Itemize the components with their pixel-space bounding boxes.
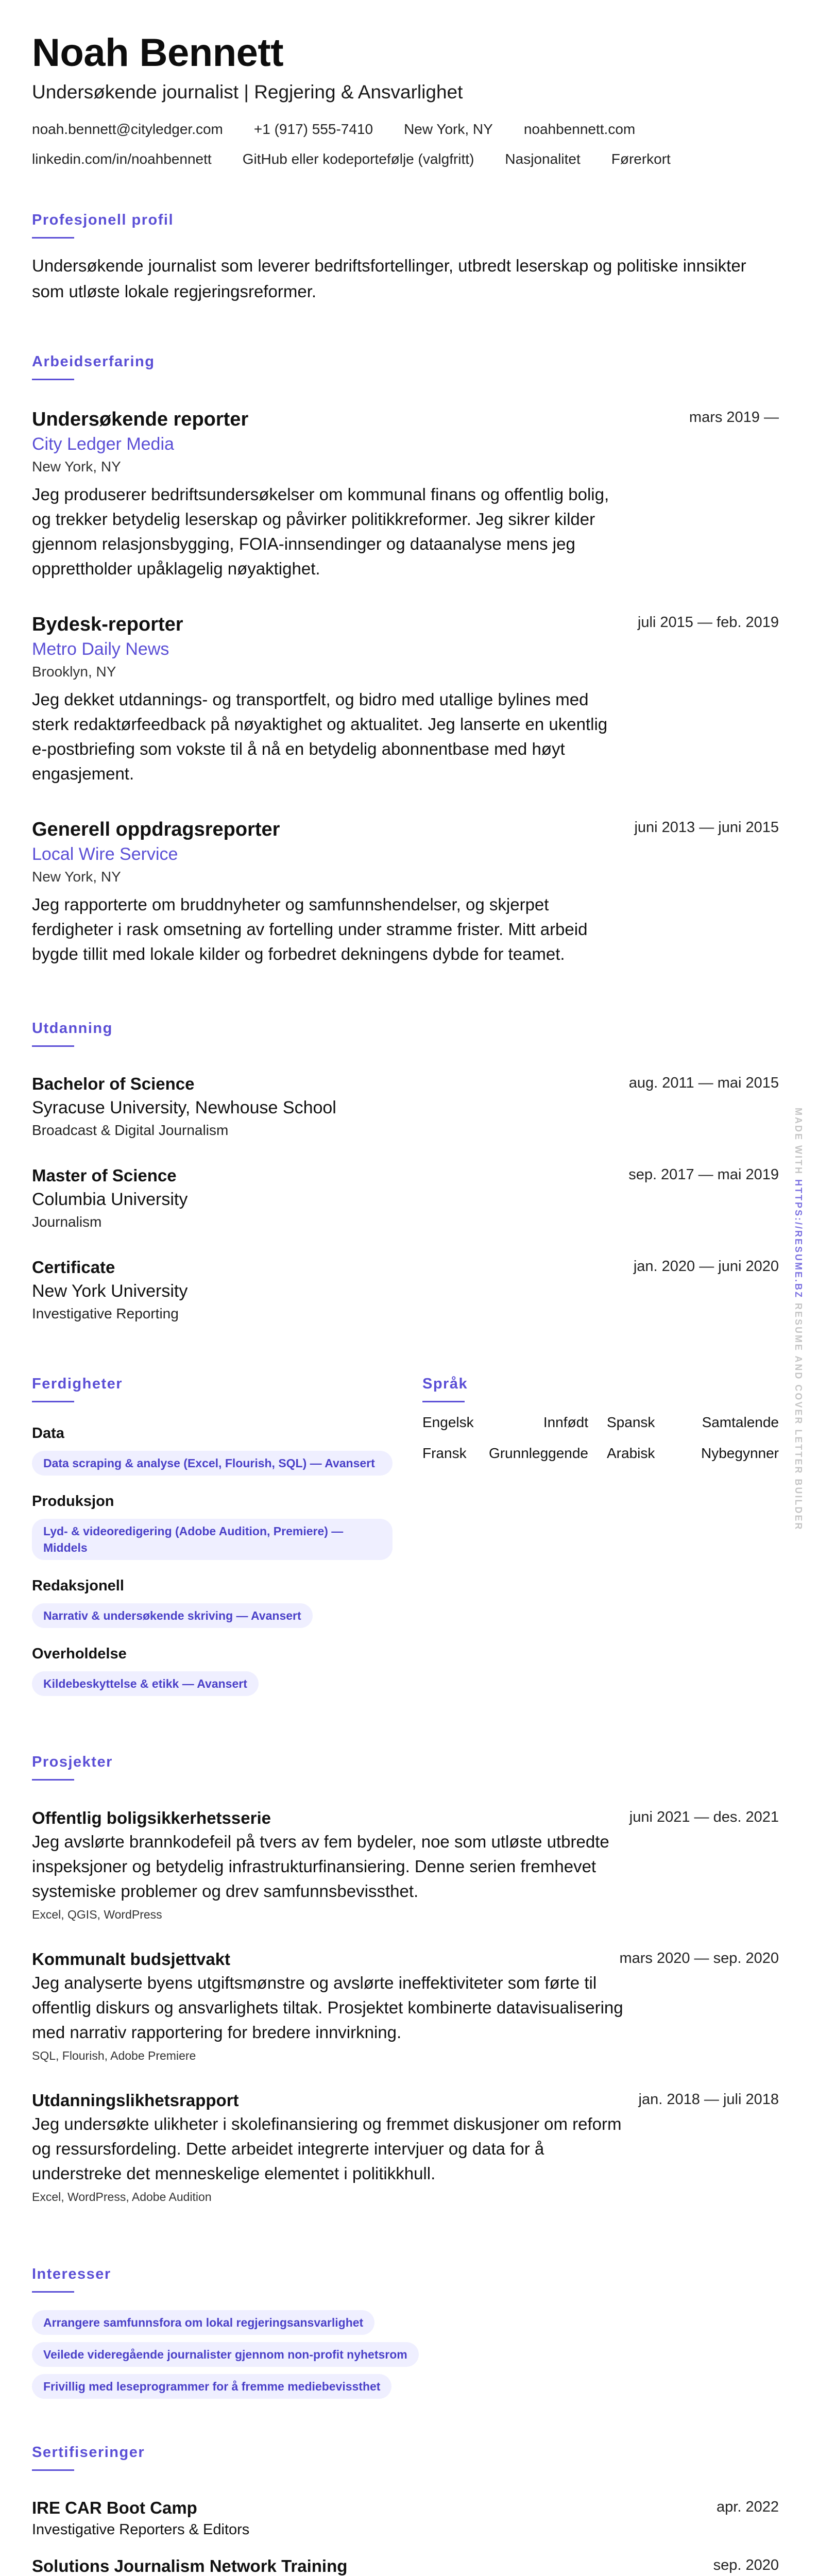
project-description: Jeg undersøkte ulikheter i skolefinansiering og fremmet diskusjoner om reform og ressursfordeling. Dette arbeidet integrerte intervjuer og data for å understreke det menneskelige elementet i politikkhull.	[32, 2114, 622, 2183]
job-date: mars 2019 —	[689, 409, 779, 426]
experience-item	[32, 612, 779, 786]
certification-item	[32, 2555, 779, 2576]
project-name: Utdanningslikhetsrapport	[32, 2091, 239, 2110]
project-name: Kommunalt budsjettvakt	[32, 1950, 231, 1969]
section-divider	[422, 1401, 465, 1402]
job-title: Bydesk-reporter	[32, 614, 183, 635]
field-of-study: Broadcast & Digital Journalism	[32, 1122, 229, 1138]
job-description: Jeg produserer bedriftsundersøkelser om kommunal finans og offentlig bolig, og trekker betydelig leserskap og påvirker politikkreformer. Jeg sikrer kilder gjennom relasjonsbygging, FOIA-innsendinger og dataanalyse mens jeg opprettholder upåklagelig nøyaktighet.	[32, 485, 609, 578]
projects-section	[32, 1752, 779, 1781]
section-divider	[32, 2291, 74, 2293]
certifications-section	[32, 2443, 779, 2471]
section-divider	[32, 379, 74, 380]
certification-issuer: Investigative Reporters & Editors	[32, 2521, 250, 2538]
education-item	[32, 1073, 779, 1141]
section-divider	[32, 2469, 74, 2471]
project-description: Jeg analyserte byens utgiftsmønstre og avslørte ineffektiviteter som førte til offentlig diskurs og ansvarlighets tiltak. Prosjektet kombinerte datavisualisering med narrativ rapportering for bredere innvirkning.	[32, 1973, 623, 2042]
section-title-certifications: Sertifiseringer	[32, 2444, 145, 2461]
experience-section	[32, 352, 779, 380]
certification-item	[32, 2497, 779, 2540]
project-description: Jeg avslørte brannkodefeil på tvers av fem bydeler, noe som utløste utbredte inspeksjoner og betydelig infrastrukturfinansiering. Denne serien fremhevet systemiske problemer og drev samfunnsbevissthet.	[32, 1832, 609, 1901]
job-location: Brooklyn, NY	[32, 664, 116, 680]
job-location: New York, NY	[32, 869, 121, 885]
project-item	[32, 1807, 779, 1923]
language-level: Innfødt	[543, 1414, 588, 1430]
builder-watermark	[793, 1108, 817, 1531]
skill-pill: Kildebeskyttelse & etikk — Avansert	[32, 1671, 259, 1696]
section-title-education: Utdanning	[32, 1020, 113, 1037]
skill-group	[32, 1491, 393, 1560]
education-item	[32, 1164, 779, 1232]
job-title: Generell oppdragsreporter	[32, 819, 280, 840]
skill-group	[32, 1423, 393, 1476]
school-name: Syracuse University, Newhouse School	[32, 1098, 336, 1117]
education-date: jan. 2020 — juni 2020	[633, 1258, 779, 1275]
section-title-interests: Interesser	[32, 2266, 111, 2282]
skill-group	[32, 1575, 393, 1628]
degree-title: Certificate	[32, 1258, 115, 1277]
language-row	[422, 1412, 779, 1433]
project-item	[32, 2089, 779, 2206]
education-section	[32, 1019, 779, 1047]
project-date: mars 2020 — sep. 2020	[619, 1950, 779, 1967]
candidate-subtitle: Undersøkende journalist | Regjering & Ansvarlighet	[32, 81, 463, 103]
section-title-experience: Arbeidserfaring	[32, 353, 155, 370]
contact-email[interactable]: noah.bennett@cityledger.com	[32, 121, 223, 137]
certification-name: Solutions Journalism Network Training	[32, 2556, 348, 2575]
field-of-study: Journalism	[32, 1214, 102, 1230]
job-description: Jeg rapporterte om bruddnyheter og samfunnshendelser, og skjerpet ferdigheter i rask omsetning av fortelling under stramme frister. Mitt arbeid bygde tillit med lokale kilder og forbedret dekningens dybde for teamet.	[32, 895, 588, 963]
skill-category: Redaksjonell	[32, 1578, 124, 1594]
contact-website[interactable]: noahbennett.com	[523, 121, 636, 137]
interests-section	[32, 2264, 779, 2399]
skill-category: Produksjon	[32, 1493, 114, 1510]
language-name: Fransk	[422, 1445, 467, 1461]
interest-list	[32, 2374, 779, 2399]
language-level: Nybegynner	[701, 1445, 779, 1461]
certification-date: apr. 2022	[717, 2499, 779, 2515]
watermark-text	[793, 1108, 804, 1531]
skills-section	[32, 1374, 393, 1696]
job-description: Jeg dekket utdannings- og transportfelt, og bidro med utallige bylines med sterk redaktørfeedback på nøyaktighet og aktualitet. Jeg lanserte en ukentlig e-postbriefing som vokste til å nå en betydelig abonnentbase med høyt engasjement.	[32, 690, 608, 783]
skill-category: Overholdelse	[32, 1646, 127, 1662]
watermark-prefix: MADE WITH	[793, 1108, 804, 1175]
job-date: juni 2013 — juni 2015	[634, 819, 779, 836]
profile-section	[32, 210, 779, 304]
section-divider	[32, 1401, 74, 1402]
project-tools: Excel, WordPress, Adobe Audition	[32, 2190, 212, 2204]
project-name: Offentlig boligsikkerhetsserie	[32, 1808, 271, 1827]
certification-name: IRE CAR Boot Camp	[32, 2498, 197, 2517]
job-title: Undersøkende reporter	[32, 409, 249, 430]
section-title-projects: Prosjekter	[32, 1754, 113, 1770]
contact-row-secondary	[32, 149, 779, 170]
section-title-profile: Profesjonell profil	[32, 212, 174, 228]
interest-list	[32, 2342, 779, 2367]
job-date: juli 2015 — feb. 2019	[637, 614, 779, 631]
education-item	[32, 1256, 779, 1324]
skill-category: Data	[32, 1425, 64, 1442]
interest-list	[32, 2310, 779, 2335]
interest-pill: Arrangere samfunnsfora om lokal regjeringsansvarlighet	[32, 2310, 374, 2335]
language-name: Engelsk	[422, 1414, 474, 1430]
degree-title: Master of Science	[32, 1166, 177, 1185]
school-name: Columbia University	[32, 1190, 188, 1209]
watermark-suffix: RESUME AND COVER LETTER BUILDER	[793, 1303, 804, 1531]
experience-item	[32, 407, 779, 581]
experience-item	[32, 817, 779, 967]
job-company: Local Wire Service	[32, 844, 178, 864]
skill-pill: Data scraping & analyse (Excel, Flourish, SQL) — Avansert	[32, 1451, 393, 1476]
skill-pill: Narrativ & undersøkende skriving — Avansert	[32, 1603, 313, 1628]
candidate-name: Noah Bennett	[32, 31, 283, 75]
section-title-skills: Ferdigheter	[32, 1376, 123, 1392]
resume-page	[32, 28, 779, 2575]
project-date: jan. 2018 — juli 2018	[638, 2091, 779, 2108]
interest-pill: Frivillig med leseprogrammer for å fremme mediebevissthet	[32, 2374, 391, 2399]
skill-pill: Lyd- & videoredigering (Adobe Audition, Premiere) — Middels	[32, 1519, 393, 1560]
language-level: Samtalende	[702, 1414, 779, 1430]
education-date: aug. 2011 — mai 2015	[628, 1075, 779, 1091]
skill-group	[32, 1643, 393, 1696]
contact-phone[interactable]: +1 (917) 555-7410	[253, 121, 373, 137]
contact-location: New York, NY	[404, 121, 493, 137]
profile-summary: Undersøkende journalist som leverer bedriftsfortellinger, utbredt leserskap og politiske innsikter som utløste lokale regjeringsreformer.	[32, 256, 746, 301]
language-name: Spansk	[607, 1414, 655, 1430]
language-level: Grunnleggende	[488, 1445, 588, 1461]
contact-github[interactable]: GitHub eller kodeportefølje (valgfritt)	[242, 151, 474, 167]
field-of-study: Investigative Reporting	[32, 1306, 179, 1321]
watermark-link[interactable]: HTTPS://RESUME.BZ	[793, 1179, 804, 1299]
certification-date: sep. 2020	[713, 2557, 779, 2573]
project-item	[32, 1948, 779, 2064]
contact-row-primary	[32, 119, 779, 140]
languages-grid	[422, 1412, 779, 1463]
job-company: City Ledger Media	[32, 434, 174, 454]
project-date: juni 2021 — des. 2021	[629, 1809, 779, 1825]
job-company: Metro Daily News	[32, 639, 169, 659]
project-tools: SQL, Flourish, Adobe Premiere	[32, 2049, 196, 2062]
languages-section	[422, 1374, 779, 1463]
school-name: New York University	[32, 1281, 188, 1301]
contact-linkedin[interactable]: linkedin.com/in/noahbennett	[32, 151, 212, 167]
education-date: sep. 2017 — mai 2019	[628, 1166, 779, 1183]
language-row	[422, 1443, 779, 1464]
language-name: Arabisk	[607, 1445, 655, 1461]
section-divider	[32, 1045, 74, 1047]
job-location: New York, NY	[32, 459, 121, 474]
contact-license: Førerkort	[611, 151, 671, 167]
section-title-languages: Språk	[422, 1376, 468, 1392]
degree-title: Bachelor of Science	[32, 1074, 195, 1093]
section-divider	[32, 1779, 74, 1781]
contact-nationality: Nasjonalitet	[505, 151, 581, 167]
interest-pill: Veilede videregående journalister gjennom non-profit nyhetsrom	[32, 2342, 419, 2367]
section-divider	[32, 237, 74, 239]
project-tools: Excel, QGIS, WordPress	[32, 1908, 162, 1921]
